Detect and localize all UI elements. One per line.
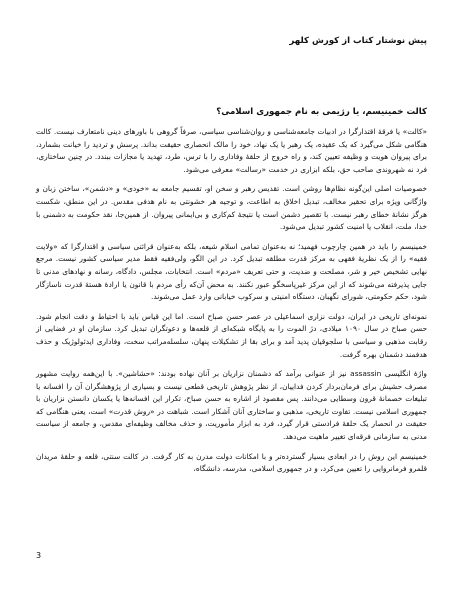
paragraph-5: واژهٔ انگلیسی assassin نیز از عنوانی برآمد که دشمنان نزاریان بر آنان نهاده بودند: «حشاشین». با این‌همه روایت مشهور مصرف حشیش برای فرمان‌بردار کردن فداییان، از نظر پژوهش تاریخی قطعی نیست و بسیاری از پژوهشگران آن را افسانه یا تبلیغات خصمانهٔ قرون وسطایی می‌دانند. پس مقصود از اشاره به حسن صباح، تکرار این افسانه‌ها یا یکسان دانستن نزاریان با جمهوری اسلامی نیست. تفاوت تاریخی، مذهبی و ساختاری آنان آشکار است. شباهت در «روش قدرت» است، یعنی هنگامی که حقیقت در انحصار یک حلقهٔ فرادستی قرار گیرد، فرد به ابزار مأموریت، و حذف مخالف وظیفه‌ای مقدس، و جامعه از سیاست مدنی به سازمانی فرقه‌ای تغییر ماهیت می‌دهد. (36, 369, 427, 442)
paragraph-6: خمینیسم این روش را در ابعادی بسیار گسترده‌تر و با امکانات دولت مدرن به کار گرفت. در کالت سنتی، قلعه و حلقهٔ مریدان قلمرو فرمانروایی را تعیین می‌کرد، و در جمهوری اسلامی، مدرسه، دانشگاه، (36, 451, 427, 474)
body-text (36, 126, 427, 483)
paragraph-3: خمینیسم را باید در همین چارچوب فهمید؛ نه به‌عنوان تمامی اسلام شیعه، بلکه به‌عنوان قرائتی سیاسی و اقتدارگرا که «ولایت فقیه» را از یک نظریهٔ فقهی به مرکز قدرت مطلقه تبدیل کرد. در این الگو، ولی‌فقیه فقط مدیر سیاسی کشور نیست. مرجع نهایی تشخیص خیر و شر، مصلحت و ضدیت، و حتی تعریف «مردم» است. انتخابات، مجلس، دادگاه، رسانه و نهادهای مدنی تا جایی پذیرفته می‌شوند که از این مرکز غیرپاسخگو عبور نکنند. به محض آن‌که رأی مردم با قانون یا ارادهٔ هستهٔ قدرت ناسازگار شود، حکم حکومتی، شورای نگهبان، دستگاه امنیتی و سرکوب خیابانی وارد عمل می‌شوند. (36, 241, 427, 302)
page-number: 3 (36, 551, 42, 560)
section-heading: کالت خمینیسم، یا رژیمی به نام جمهوری اسلامی؟ (216, 107, 427, 117)
paragraph-2: خصوصیات اصلی این‌گونه نظام‌ها روشن است. تقدیس رهبر و سخن او، تقسیم جامعه به «خودی» و «دشمن»، ساختن زبان و واژگانی ویژه برای تحقیر مخالف، تبدیل اخلاق به اطاعت، و توجیه هر خشونتی به نام هدفی مقدس. در این منطق، شکست هرگز نشانهٔ خطای رهبر نیست. با تقصیر دشمن است یا نتیجهٔ کم‌کاری و بی‌ایمانی پیروان. از همین‌جا، نقد حکومت به دشمنی با خدا، ملت، انقلاب یا امنیت کشور تبدیل می‌شود. (36, 184, 427, 232)
document-title: پیش نوشتار کتاب از کورش کلهر (289, 36, 427, 46)
paragraph-4: نمونه‌ای تاریخی در ایران، دولت نزاری اسماعیلی در عصر حسن صباح است. اما این قیاس باید با احتیاط و دقت انجام شود. حسن صباح در سال ۱۰۹۰ میلادی، دژ الموت را به پایگاه شبکه‌ای از قلعه‌ها و دعوتگران تبدیل کرد. سازمان او در فضایی از رقابت مذهبی و سیاسی با سلجوقیان پدید آمد و برای بقا از تشکیلات پنهان، سلسله‌مراتب سخت، وفاداری ایدئولوژیک و حذف هدفمند دشمنان بهره گرفت. (36, 311, 428, 359)
paragraph-1: «کالت» یا فرقهٔ اقتدارگرا در ادبیات جامعه‌شناسی و روان‌شناسی سیاسی، صرفاً گروهی با باورهای دینی نامتعارف نیست. کالت هنگامی شکل می‌گیرد که یک عقیده، یک رهبر یا یک نهاد، خود را مالک انحصاری حقیقت بداند. پرسش و تردید را خیانت بشمارد، برای پیروان هویت و وظیفه تعیین کند، و راه خروج از حلقهٔ وفاداری را با ترس، طرد، تهدید یا مجازات ببندد. در چنین ساختاری، فرد نه شهروندی صاحب حق، بلکه ابزاری در خدمت «رسالت» معرفی می‌شود. (36, 127, 427, 174)
